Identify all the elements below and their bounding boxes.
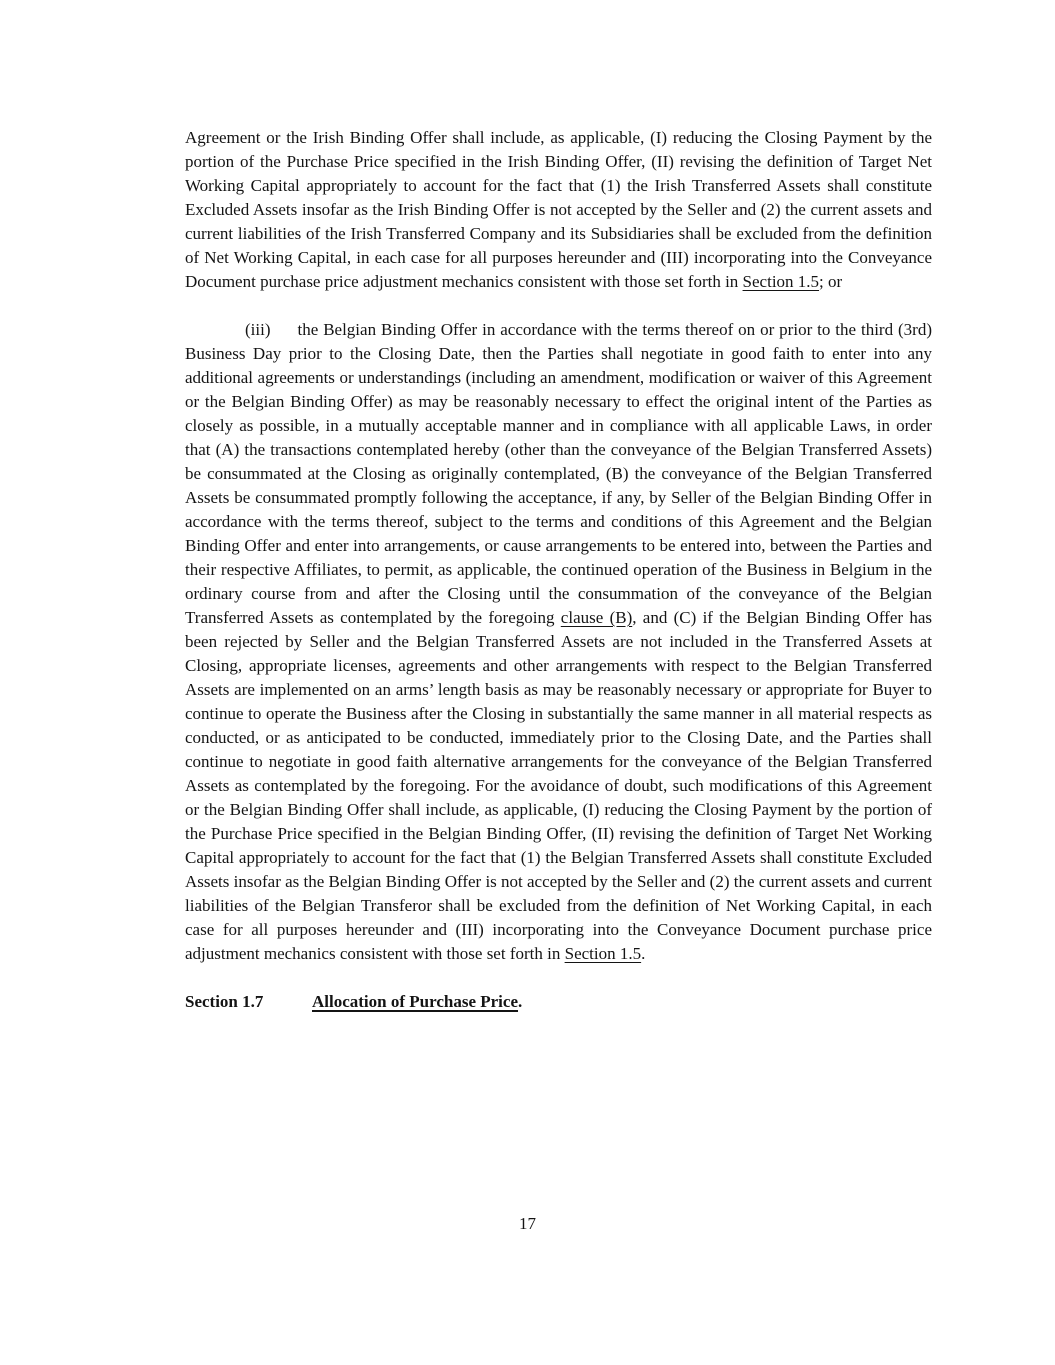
paragraph-text: . xyxy=(641,944,646,963)
section-title: Allocation of Purchase Price xyxy=(312,992,519,1011)
paragraph-text: Agreement or the Irish Binding Offer shall include, as applicable, (I) reducing the Closing Payment by the portion of the Purchase Price specified in the Irish Binding Offer, (II) revising the definition of Target Net Working Capital appropriately to account for the fact that (1) the Irish Transferred Assets shall constitute Excluded Assets insofar as the Irish Binding Offer is not accepted by the Seller and (2) the current assets and current liabilities of the Irish Transferred Company and its Subsidiaries shall be excluded from the definition of Net Working Capital, in each case for all purposes hereunder and (III) incorporating into the Conveyance Document purchase price adjustment mechanics consistent with those set forth in xyxy=(185,128,932,291)
paragraph-text: , and (C) if the Belgian Binding Offer has been rejected by Seller and the Belgian Transferred Assets are not included in the Transferred Assets at Closing, appropriate licenses, agreements and other arrangements with respect to the Belgian Transferred Assets are implemented on an arms’ length basis as may be reasonably necessary or appropriate for Buyer to continue to operate the Business after the Closing in substantially the same manner in all material respects as conducted, or as anticipated to be conducted, immediately prior to the Closing Date, and the Parties shall continue to negotiate in good faith alternative arrangements for the conveyance of the Belgian Transferred Assets as contemplated by the foregoing. For the avoidance of doubt, such modifications of this Agreement or the Belgian Binding Offer shall include, as applicable, (I) reducing the Closing Payment by the portion of the Purchase Price specified in the Belgian Binding Offer, (II) revising the definition of Target Net Working Capital appropriately to account for the fact that (1) the Belgian Transferred Assets shall constitute Excluded Assets insofar as the Belgian Binding Offer is not accepted by the Seller and (2) the current assets and current liabilities of the Belgian Transferor shall be excluded from the definition of Net Working Capital, in each case for all purposes hereunder and (III) incorporating into the Conveyance Document purchase price adjustment mechanics consistent with those set forth in xyxy=(185,608,933,963)
list-marker-iii: (iii) xyxy=(245,320,271,339)
cross-reference-section-1-5: Section 1.5 xyxy=(564,944,642,963)
paragraph-irish-binding-offer xyxy=(185,126,932,294)
section-number: Section 1.7 xyxy=(185,992,264,1011)
paragraph-text: the Belgian Binding Offer in accordance with the terms thereof on or prior to the third (3rd) Business Day prior to the Closing Date, then the Parties shall negotiate in good faith to enter into any additional agreements or understandings (including an amendment, modification or waiver of this Agreement or the Belgian Binding Offer) as may be reasonably necessary to effect the original intent of the Parties as closely as possible, in a mutually acceptable manner and in compliance with all applicable Laws, in order that (A) the transactions contemplated hereby (other than the conveyance of the Belgian Transferred Assets) be consummated at the Closing as originally contemplated, (B) the conveyance of the Belgian Transferred Assets be consummated promptly following the acceptance, if any, by Seller of the Belgian Binding Offer in accordance with the terms thereof, subject to the terms and conditions of this Agreement and the Belgian Binding Offer and enter into arrangements, or cause arrangements to be entered into, between the Parties and their respective Affiliates, to permit, as applicable, the continued operation of the Business in Belgium in the ordinary course from and after the Closing until the consummation of the conveyance of the Belgian Transferred Assets as contemplated by the foregoing xyxy=(185,320,932,627)
paragraph-text: ; or xyxy=(819,272,843,291)
section-heading-1-7 xyxy=(185,990,932,1014)
section-title-period: . xyxy=(518,992,523,1011)
cross-reference-clause-b: clause (B) xyxy=(560,608,633,627)
paragraph-belgian-binding-offer xyxy=(185,318,932,966)
document-body xyxy=(185,126,932,1014)
page-number: 17 xyxy=(519,1214,536,1233)
cross-reference-section-1-5: Section 1.5 xyxy=(742,272,820,291)
